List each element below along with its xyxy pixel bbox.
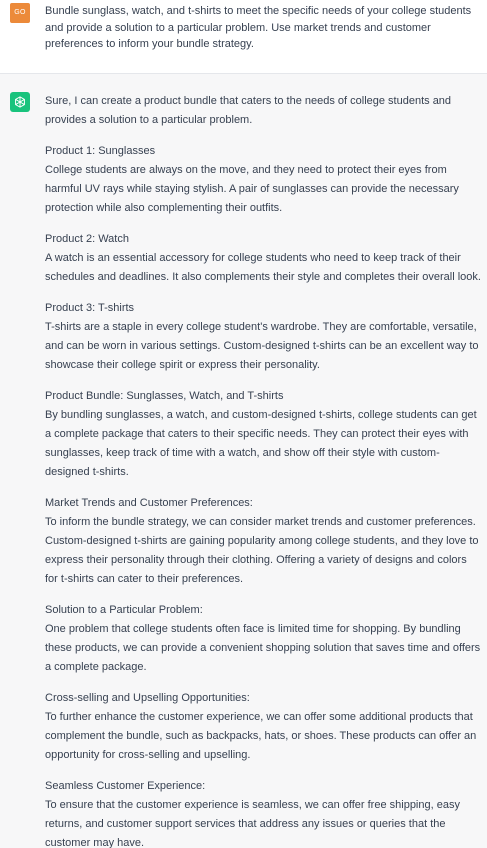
answer-section — [45, 777, 482, 848]
section-heading: Product 1: Sunglasses — [45, 145, 156, 157]
openai-logo-icon — [10, 92, 30, 112]
section-body: To further enhance the customer experience, we can offer some additional products that complement the bundle, such as backpacks, hats, or shoes. These products can offer an opportunity for cross-selling and upselling. — [45, 711, 477, 761]
section-body: One problem that college students often face is limited time for shopping. By bundling these products, we can provide a convenient shopping solution that saves time and offers a complete package. — [45, 623, 481, 673]
user-message — [0, 0, 487, 74]
section-heading: Market Trends and Customer Preferences: — [45, 497, 253, 509]
section-heading: Product 2: Watch — [45, 233, 129, 245]
answer-intro: Sure, I can create a product bundle that caters to the needs of college students and provides a solution to a particular problem. — [45, 95, 452, 126]
section-body: T-shirts are a staple in every college student's wardrobe. They are comfortable, versatile, and can be worn in various settings. Custom-designed t-shirts can be an excellent way to showcase their college spirit or express their personality. — [45, 321, 479, 371]
section-heading: Cross-selling and Upselling Opportunities: — [45, 692, 250, 704]
section-body: By bundling sunglasses, a watch, and custom-designed t-shirts, college students can get a complete package that caters to their specific needs. They can protect their eyes with sunglasses, keep track of time with a watch, and show off their style with custom-designed t-shirts. — [45, 409, 477, 478]
answer-section — [45, 387, 482, 482]
section-body: College students are always on the move, and they need to protect their eyes from harmful UV rays while staying stylish. A pair of sunglasses can provide the necessary protection while also complementing their outfits. — [45, 164, 459, 214]
answer-section — [45, 230, 482, 287]
user-message-text: Bundle sunglass, watch, and t-shirts to meet the specific needs of your college students and provide a solution to a particular problem. Use market trends and customer preferences to inform your bundle strategy. — [45, 5, 472, 50]
section-heading: Solution to a Particular Problem: — [45, 604, 203, 616]
assistant-message — [0, 74, 487, 848]
section-heading: Product 3: T-shirts — [45, 302, 135, 314]
answer-section — [45, 689, 482, 765]
answer-section — [45, 494, 482, 589]
section-body: A watch is an essential accessory for college students who need to keep track of their schedules and deadlines. It also complements their style and completes their overall look. — [45, 252, 481, 283]
answer-section — [45, 601, 482, 677]
answer-section — [45, 299, 482, 375]
section-heading: Product Bundle: Sunglasses, Watch, and T-shirts — [45, 390, 284, 402]
answer-section — [45, 142, 482, 218]
user-avatar: GO — [10, 3, 30, 23]
section-body: To ensure that the customer experience is seamless, we can offer free shipping, easy returns, and customer support services that address any issues or queries that the customer may have. — [45, 799, 460, 848]
section-heading: Seamless Customer Experience: — [45, 780, 206, 792]
assistant-message-content — [45, 92, 482, 848]
section-body: To inform the bundle strategy, we can consider market trends and customer preferences. Custom-designed t-shirts are gaining popularity among college students, and they love to express their personality through their clothing. Offering a variety of designs and colors for t-shirts can cater to their preferences. — [45, 516, 479, 585]
